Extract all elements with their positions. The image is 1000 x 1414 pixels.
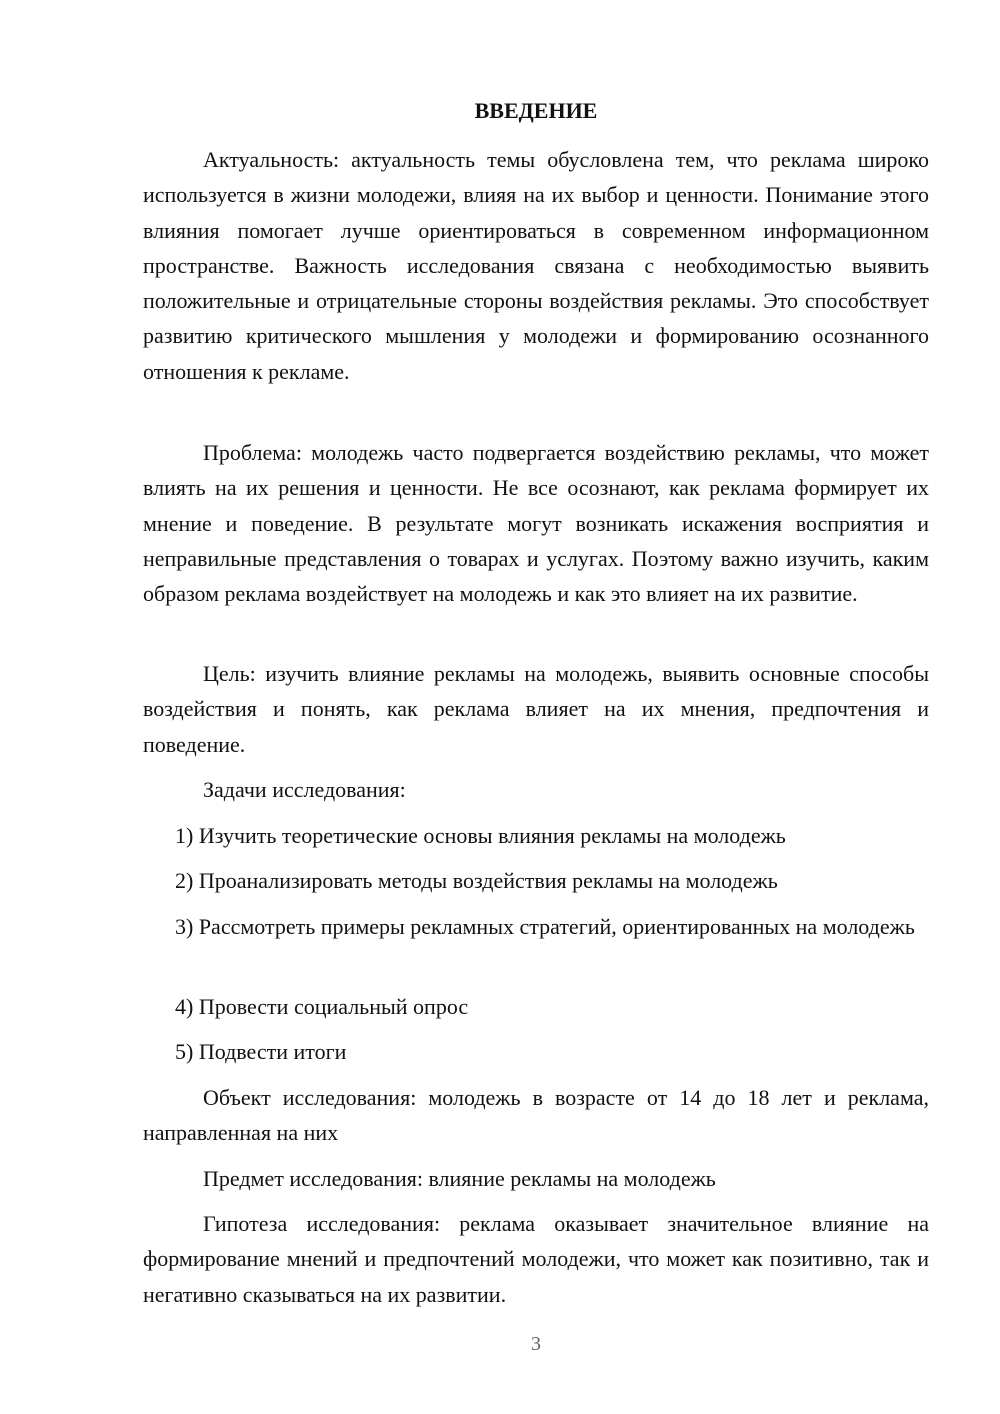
goal-paragraph: Цель: изучить влияние рекламы на молодежь, выявить основные способы воздействия и понять, как реклама влияет на их мнения, предпочтения и поведение. xyxy=(143,661,929,757)
hypothesis-paragraph: Гипотеза исследования: реклама оказывает значительное влияние на формирование мнений и предпочтений молодежи, что может как позитивно, так и негативно сказываться на их развитии. xyxy=(143,1211,929,1307)
task-item-2: 2) Проанализировать методы воздействия рекламы на молодежь xyxy=(175,868,778,893)
task-item-3: 3) Рассмотреть примеры рекламных стратегий, ориентированных на молодежь xyxy=(175,914,915,939)
problem-paragraph: Проблема: молодежь часто подвергается воздействию рекламы, что может влиять на их решения и ценности. Не все осознают, как реклама формирует их мнение и поведение. В результате могут возникать искажения восприятия и неправильные представления о товарах и услугах. Поэтому важно изучить, каким образом реклама воздействует на молодежь и как это влияет на их развитие. xyxy=(143,440,929,607)
relevance-paragraph: Актуальность: актуальность темы обусловлена тем, что реклама широко используется в жизни молодежи, влияя на их выбор и ценности. Понимание этого влияния помогает лучше ориентироваться в современном информационном пространстве. Важность исследования связана с необходимостью выявить положительные и отрицательные стороны воздействия рекламы. Это способствует развитию критического мышления у молодежи и формированию осознанного отношения к рекламе. xyxy=(143,147,929,384)
task-item-4: 4) Провести социальный опрос xyxy=(175,994,469,1019)
task-item-5: 5) Подвести итоги xyxy=(175,1039,347,1064)
page-number: 3 xyxy=(531,1333,541,1355)
section-heading: ВВЕДЕНИЕ xyxy=(474,98,598,123)
tasks-title: Задачи исследования: xyxy=(203,777,406,802)
subject-paragraph: Предмет исследования: влияние рекламы на молодежь xyxy=(203,1166,716,1191)
object-paragraph: Объект исследования: молодежь в возрасте от 14 до 18 лет и реклама, направленная на них xyxy=(143,1085,929,1146)
task-item-1: 1) Изучить теоретические основы влияния рекламы на молодежь xyxy=(175,823,786,848)
